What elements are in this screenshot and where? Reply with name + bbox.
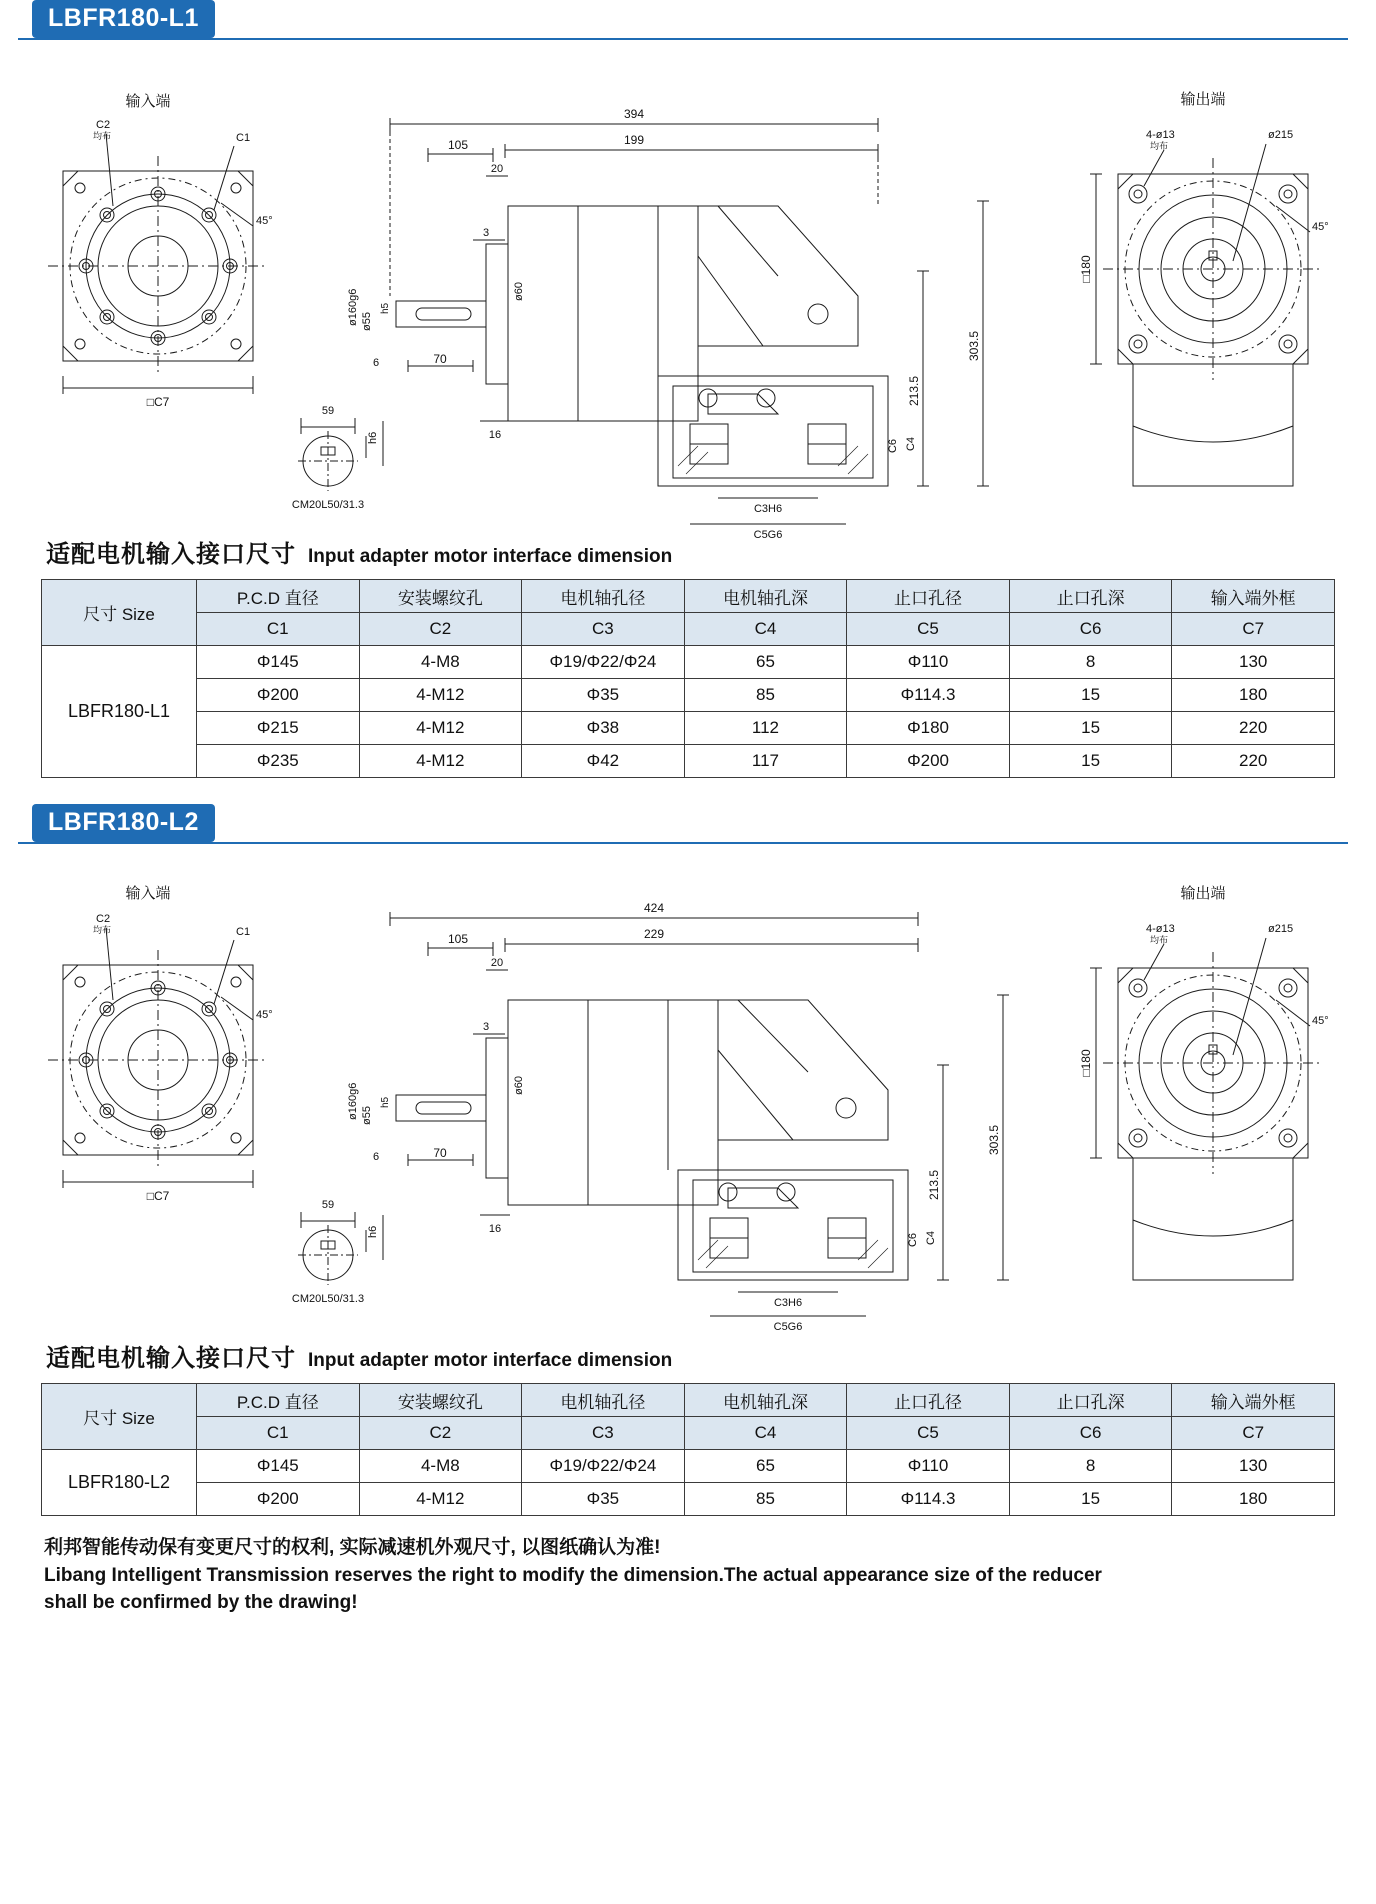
cell-c6: 8 — [1009, 1450, 1172, 1483]
cell-c1: Φ215 — [197, 712, 360, 745]
header-size-1: 尺寸 Size — [42, 580, 197, 646]
svg-text:h5: h5 — [380, 302, 391, 314]
svg-text:均布: 均布 — [1150, 141, 1169, 151]
svg-text:C1: C1 — [236, 926, 251, 938]
section-header-1 — [18, 0, 1348, 40]
svg-text:ø160g6: ø160g6 — [347, 1082, 359, 1120]
footer-disclaimer — [44, 1534, 1332, 1617]
header-c7-2: 输入端外框 — [1172, 1384, 1335, 1417]
header-c6-2: 止口孔深 — [1009, 1384, 1172, 1417]
dimension-table-2 — [41, 1383, 1335, 1516]
svg-text:C5G6: C5G6 — [753, 529, 783, 541]
svg-text:输出端: 输出端 — [1180, 91, 1226, 108]
table-row — [42, 1483, 1335, 1516]
cell-c4: 65 — [684, 1450, 847, 1483]
header-c4-1: 电机轴孔深 — [684, 580, 847, 613]
code-c3-2: C3 — [522, 1417, 685, 1450]
main-section-view-1 — [347, 107, 989, 541]
code-c7-2: C7 — [1172, 1417, 1335, 1450]
footer-line-2: Libang Intelligent Transmission reserves the right to modify the dimension.The actual appearance size of the reducer — [44, 1564, 1102, 1586]
table-heading-2 — [46, 1338, 1376, 1373]
svg-text:229: 229 — [643, 927, 665, 941]
technical-drawing-2 — [18, 850, 1358, 1333]
svg-text:□C7: □C7 — [146, 395, 170, 409]
cell-c7: 220 — [1172, 712, 1335, 745]
header-c2-2: 安装螺纹孔 — [359, 1384, 522, 1417]
table-heading-1 — [46, 534, 1376, 569]
svg-text:213.5: 213.5 — [927, 1169, 941, 1201]
svg-text:303.5: 303.5 — [967, 330, 981, 362]
svg-text:16: 16 — [488, 1223, 502, 1235]
header-c5-1: 止口孔径 — [847, 580, 1010, 613]
table-row — [42, 745, 1335, 778]
svg-text:C2: C2 — [96, 913, 111, 925]
svg-text:C3H6: C3H6 — [753, 503, 783, 515]
svg-text:□180: □180 — [1079, 255, 1093, 283]
svg-text:105: 105 — [447, 932, 469, 946]
svg-text:394: 394 — [623, 107, 645, 121]
cell-c5: Φ110 — [847, 646, 1010, 679]
right-view-2 — [1079, 885, 1329, 1280]
cell-c4: 85 — [684, 679, 847, 712]
svg-text:C6: C6 — [887, 438, 899, 454]
svg-text:ø160g6: ø160g6 — [347, 288, 359, 326]
cell-c4: 117 — [684, 745, 847, 778]
svg-text:均布: 均布 — [1150, 935, 1169, 945]
header-c5-2: 止口孔径 — [847, 1384, 1010, 1417]
table-row — [42, 712, 1335, 745]
svg-text:均布: 均布 — [93, 131, 112, 141]
svg-text:输入端: 输入端 — [125, 93, 171, 110]
svg-text:CM20L50/31.3: CM20L50/31.3 — [291, 1293, 365, 1305]
svg-text:4-ø13: 4-ø13 — [1146, 923, 1175, 935]
svg-text:424: 424 — [643, 901, 665, 915]
dimension-table-1 — [41, 579, 1335, 778]
svg-text:h5: h5 — [380, 1096, 391, 1108]
code-c7-1: C7 — [1172, 613, 1335, 646]
code-c6-2: C6 — [1009, 1417, 1172, 1450]
section-title-badge-1: LBFR180-L1 — [32, 0, 215, 38]
cell-c1: Φ200 — [197, 1483, 360, 1516]
svg-text:h6: h6 — [367, 1225, 379, 1238]
svg-text:C5G6: C5G6 — [773, 1321, 803, 1333]
svg-text:45°: 45° — [1312, 221, 1329, 233]
code-c4-2: C4 — [684, 1417, 847, 1450]
svg-text:16: 16 — [488, 429, 502, 441]
technical-drawing-1 — [18, 46, 1358, 541]
cell-c1: Φ235 — [197, 745, 360, 778]
header-c3-1: 电机轴孔径 — [522, 580, 685, 613]
cell-c6: 15 — [1009, 679, 1172, 712]
cell-c7: 130 — [1172, 646, 1335, 679]
table-header-row-2 — [42, 1384, 1335, 1417]
svg-text:h6: h6 — [367, 431, 379, 444]
svg-text:20: 20 — [490, 957, 504, 969]
svg-text:□C7: □C7 — [146, 1189, 170, 1203]
cell-c4: 65 — [684, 646, 847, 679]
svg-text:□180: □180 — [1079, 1049, 1093, 1077]
svg-text:45°: 45° — [1312, 1015, 1329, 1027]
cell-c1: Φ200 — [197, 679, 360, 712]
svg-text:C4: C4 — [925, 1230, 937, 1246]
cell-c6: 15 — [1009, 712, 1172, 745]
cell-c2: 4-M12 — [359, 1483, 522, 1516]
svg-text:C1: C1 — [236, 132, 251, 144]
svg-text:6: 6 — [372, 357, 380, 369]
table-code-row-1 — [42, 613, 1335, 646]
svg-text:3: 3 — [482, 227, 490, 239]
section-title-badge-2: LBFR180-L2 — [32, 804, 215, 842]
svg-text:均布: 均布 — [93, 925, 112, 935]
cell-c3: Φ35 — [522, 1483, 685, 1516]
svg-text:ø215: ø215 — [1268, 923, 1294, 935]
cell-c6: 8 — [1009, 646, 1172, 679]
svg-text:45°: 45° — [256, 1009, 273, 1021]
table-code-row-2 — [42, 1417, 1335, 1450]
cell-c3: Φ35 — [522, 679, 685, 712]
svg-text:ø60: ø60 — [513, 1076, 525, 1095]
cell-c6: 15 — [1009, 1483, 1172, 1516]
table-heading-en-2: Input adapter motor interface dimension — [308, 1350, 673, 1371]
model-name-2: LBFR180-L2 — [42, 1450, 197, 1516]
cell-c5: Φ110 — [847, 1450, 1010, 1483]
cell-c5: Φ114.3 — [847, 1483, 1010, 1516]
cell-c2: 4-M12 — [359, 745, 522, 778]
cell-c3: Φ38 — [522, 712, 685, 745]
svg-text:45°: 45° — [256, 215, 273, 227]
svg-text:ø60: ø60 — [513, 282, 525, 301]
code-c1-1: C1 — [197, 613, 360, 646]
left-view-1 — [48, 93, 273, 409]
cell-c7: 220 — [1172, 745, 1335, 778]
right-view-1 — [1079, 91, 1329, 486]
table-heading-cn-1: 适配电机输入接口尺寸 — [46, 541, 296, 568]
code-c3-1: C3 — [522, 613, 685, 646]
header-c2-1: 安装螺纹孔 — [359, 580, 522, 613]
code-c5-1: C5 — [847, 613, 1010, 646]
svg-text:CM20L50/31.3: CM20L50/31.3 — [291, 499, 365, 511]
header-c3-2: 电机轴孔径 — [522, 1384, 685, 1417]
footer-line-1: 利邦智能传动保有变更尺寸的权利, 实际减速机外观尺寸, 以图纸确认为准! — [44, 1537, 661, 1558]
cell-c3: Φ42 — [522, 745, 685, 778]
cell-c5: Φ200 — [847, 745, 1010, 778]
header-c7-1: 输入端外框 — [1172, 580, 1335, 613]
cell-c1: Φ145 — [197, 646, 360, 679]
svg-text:C3H6: C3H6 — [773, 1297, 803, 1309]
svg-text:输出端: 输出端 — [1180, 885, 1226, 902]
cell-c2: 4-M12 — [359, 679, 522, 712]
cell-c4: 85 — [684, 1483, 847, 1516]
header-c4-2: 电机轴孔深 — [684, 1384, 847, 1417]
main-section-view-2 — [347, 901, 1009, 1333]
table-row — [42, 646, 1335, 679]
cell-c7: 130 — [1172, 1450, 1335, 1483]
cell-c5: Φ114.3 — [847, 679, 1010, 712]
cell-c4: 112 — [684, 712, 847, 745]
cell-c2: 4-M8 — [359, 646, 522, 679]
svg-text:6: 6 — [372, 1151, 380, 1163]
table-heading-cn-2: 适配电机输入接口尺寸 — [46, 1345, 296, 1372]
svg-text:213.5: 213.5 — [907, 375, 921, 407]
svg-text:4-ø13: 4-ø13 — [1146, 129, 1175, 141]
svg-text:303.5: 303.5 — [987, 1124, 1001, 1156]
svg-text:20: 20 — [490, 163, 504, 175]
table-heading-en-1: Input adapter motor interface dimension — [308, 546, 673, 567]
svg-text:C6: C6 — [907, 1232, 919, 1248]
svg-text:59: 59 — [321, 405, 335, 417]
code-c2-2: C2 — [359, 1417, 522, 1450]
section-header-2 — [18, 804, 1348, 844]
cell-c7: 180 — [1172, 1483, 1335, 1516]
svg-text:C4: C4 — [905, 436, 917, 452]
footer-line-3: shall be confirmed by the drawing! — [44, 1592, 358, 1614]
svg-text:59: 59 — [321, 1199, 335, 1211]
cell-c3: Φ19/Φ22/Φ24 — [522, 1450, 685, 1483]
cell-c1: Φ145 — [197, 1450, 360, 1483]
svg-text:输入端: 输入端 — [125, 885, 171, 902]
svg-text:ø215: ø215 — [1268, 129, 1294, 141]
cell-c5: Φ180 — [847, 712, 1010, 745]
header-size-2: 尺寸 Size — [42, 1384, 197, 1450]
cell-c7: 180 — [1172, 679, 1335, 712]
table-row — [42, 1450, 1335, 1483]
svg-text:ø55: ø55 — [361, 1106, 373, 1125]
header-c6-1: 止口孔深 — [1009, 580, 1172, 613]
svg-text:70: 70 — [433, 1146, 447, 1160]
table-row — [42, 679, 1335, 712]
header-c1-2: P.C.D 直径 — [197, 1384, 360, 1417]
cell-c6: 15 — [1009, 745, 1172, 778]
svg-text:105: 105 — [447, 138, 469, 152]
cell-c3: Φ19/Φ22/Φ24 — [522, 646, 685, 679]
key-detail-view-1 — [292, 405, 383, 511]
code-c4-1: C4 — [684, 613, 847, 646]
code-c5-2: C5 — [847, 1417, 1010, 1450]
code-c2-1: C2 — [359, 613, 522, 646]
svg-text:70: 70 — [433, 352, 447, 366]
model-name-1: LBFR180-L1 — [42, 646, 197, 778]
svg-text:C2: C2 — [96, 119, 111, 131]
svg-text:3: 3 — [482, 1021, 490, 1033]
cell-c2: 4-M12 — [359, 712, 522, 745]
left-view-2 — [48, 885, 273, 1203]
header-c1-1: P.C.D 直径 — [197, 580, 360, 613]
cell-c2: 4-M8 — [359, 1450, 522, 1483]
code-c1-2: C1 — [197, 1417, 360, 1450]
table-header-row-1 — [42, 580, 1335, 613]
key-detail-view-2 — [292, 1199, 383, 1305]
code-c6-1: C6 — [1009, 613, 1172, 646]
svg-text:199: 199 — [623, 133, 645, 147]
svg-text:ø55: ø55 — [361, 312, 373, 331]
